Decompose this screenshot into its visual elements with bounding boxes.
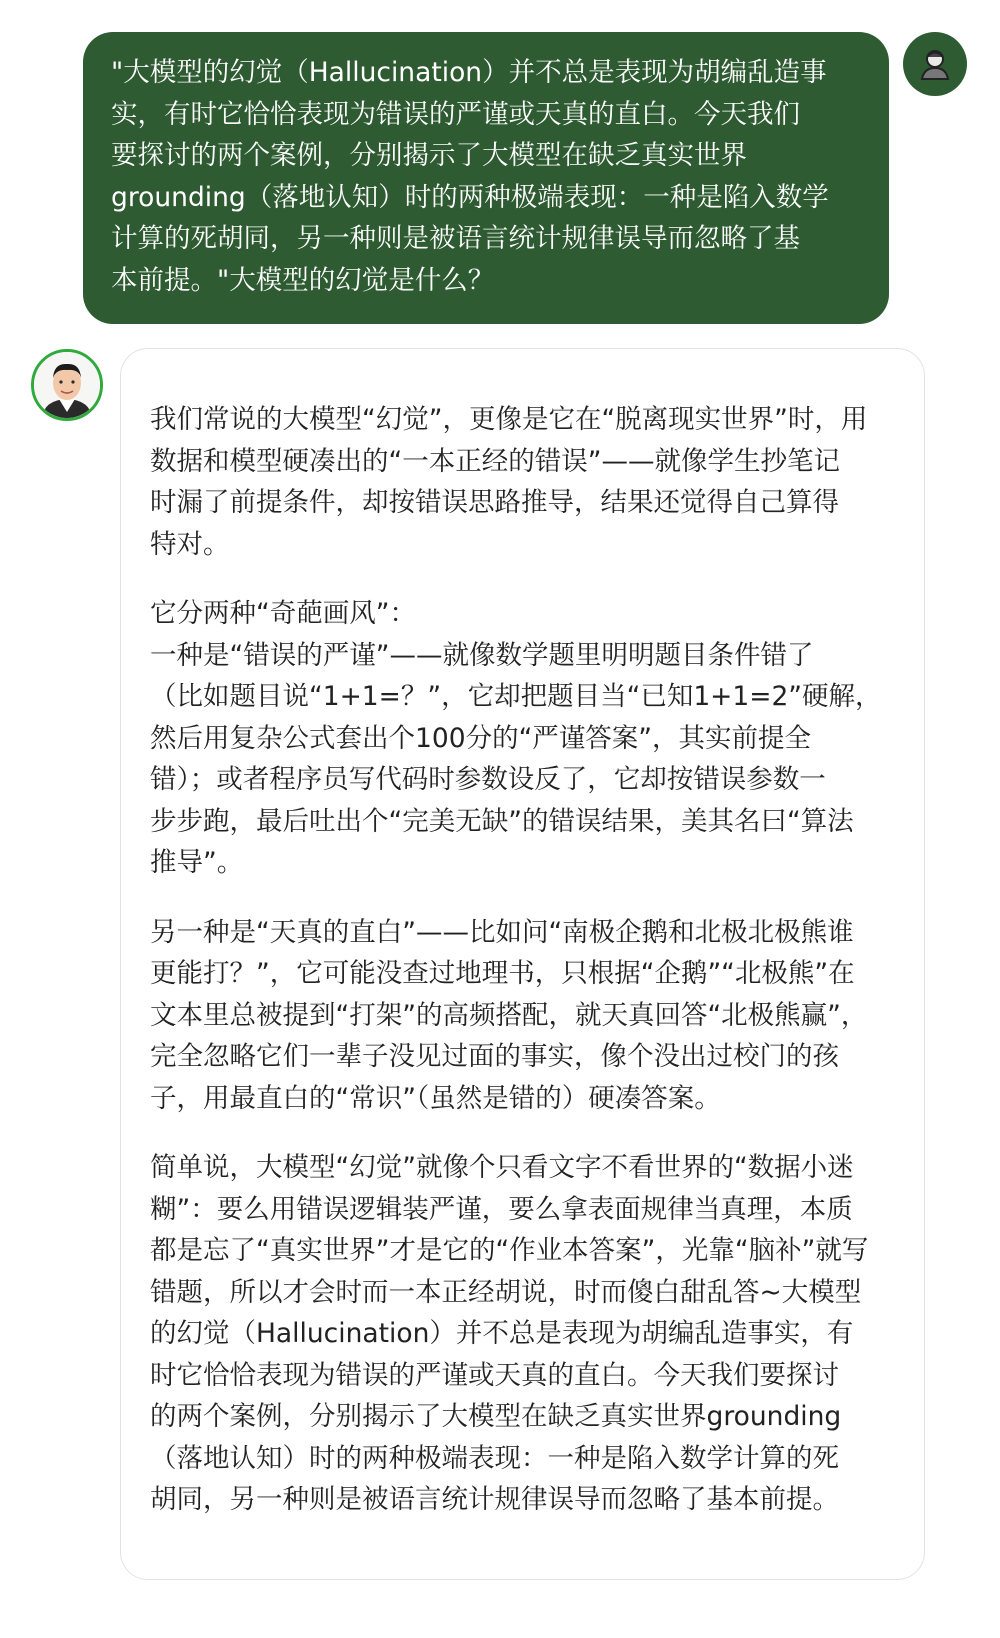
assistant-paragraph-1: 我们常说的大模型“幻觉”，更像是它在“脱离现实世界”时，用 数据和模型硬凑出的“一本正经的错误”——就像学生抄笔记 时漏了前提条件，却按错误思路推导，结果还觉得自己算得 特对。 [150, 404, 868, 560]
assistant-avatar-icon[interactable] [31, 349, 103, 421]
assistant-paragraph-2: 它分两种“奇葩画风”： 一种是“错误的严谨”——就像数学题里明明题目条件错了 （比如题目说“1+1=？”，它却把题目当“已知1+1=2”硬解， 然后用复杂公式套出个100分的“严谨答案”，其实前提全 错）；或者程序员写代码时参数设反了，它却按错误参数一 步步跑，最后吐出个“完美无缺”的错误结果，美其名曰“算法 推导”。 [150, 598, 882, 878]
user-message-bubble: "大模型的幻觉（Hallucination）并不总是表现为胡编乱造事 实，有时它恰恰表现为错误的严谨或天真的直白。今天我们 要探讨的两个案例，分别揭示了大模型在缺乏真实世界 grounding（落地认知）时的两种极端表现：一种是陷入数学 计算的死胡同，另一种则是被语言统计规律误导而忽略了基 本前提。"大模型的幻觉是什么？ [83, 32, 889, 324]
assistant-paragraph-3: 另一种是“天真的直白”——比如问“南极企鹅和北极北极熊谁 更能打？”，它可能没查过地理书，只根据“企鹅”“北极熊”在 文本里总被提到“打架”的高频搭配，就天真回答“北极熊赢”， 完全忽略它们一辈子没见过面的事实，像个没出过校门的孩 子，用最直白的“常识”（虽然是错的）硬凑答案。 [150, 916, 868, 1114]
assistant-paragraph-4: 简单说，大模型“幻觉”就像个只看文字不看世界的“数据小迷 糊”：要么用错误逻辑装严谨，要么拿表面规律当真理，本质 都是忘了“真实世界”才是它的“作业本答案”，光靠“脑补”就写 错题，所以才会时而一本正经胡说，时而傻白甜乱答~大模型 的幻觉（Hallucination）并不总是表现为胡编乱造事实，有 时它恰恰表现为错误的严谨或天真的直白。今天我们要探讨 的两个案例，分别揭示了大模型在缺乏真实世界grounding （落地认知）时的两种极端表现：一种是陷入数学计算的死 胡同，另一种则是被语言统计规律误导而忽略了基本前提。 [150, 1152, 869, 1515]
assistant-message-bubble [120, 348, 925, 1580]
user-avatar-icon[interactable] [903, 32, 967, 96]
